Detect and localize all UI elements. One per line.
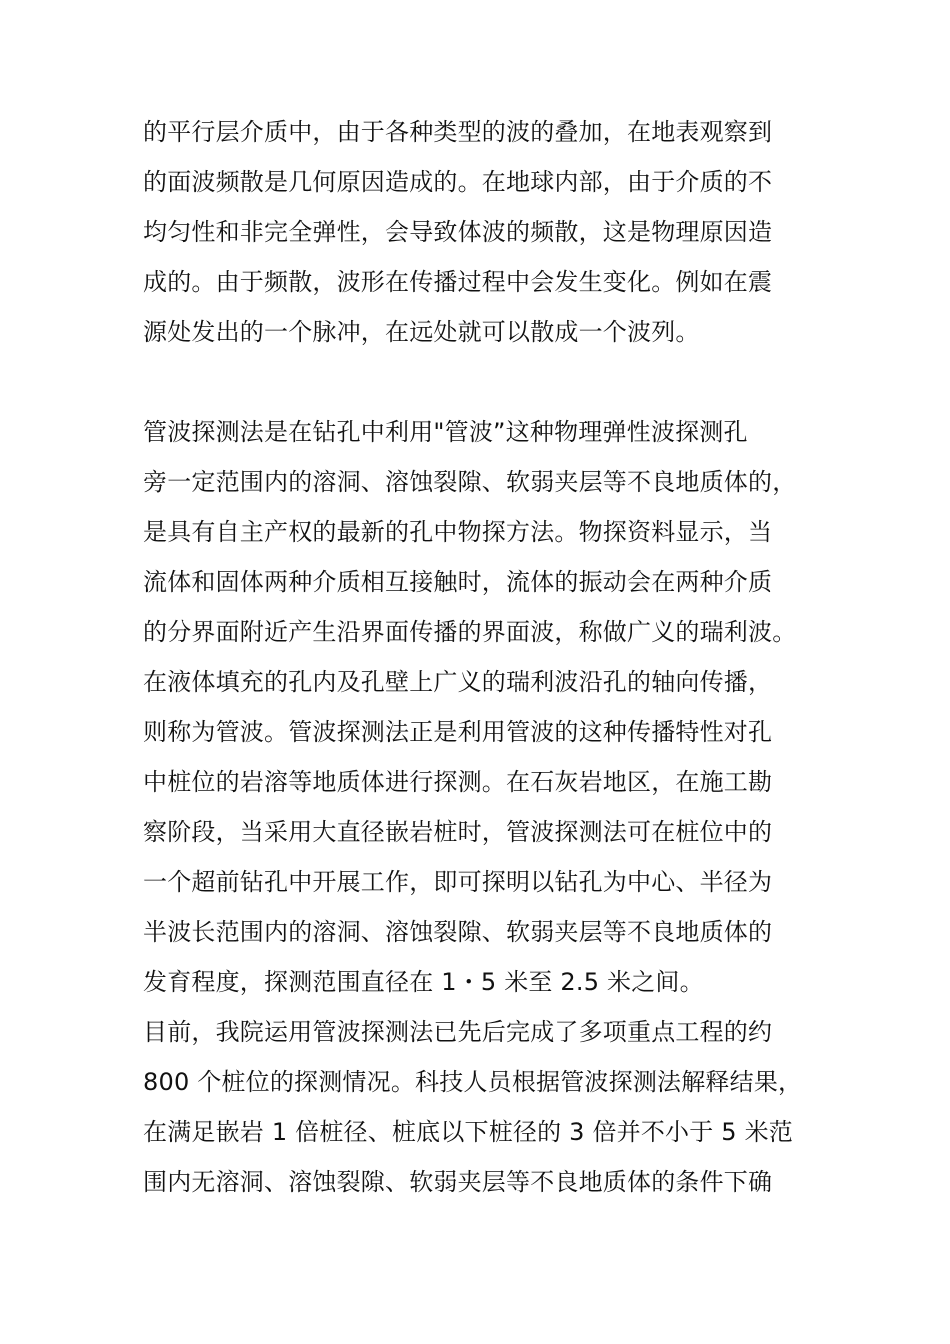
paragraph-2-line-12: 发育程度，探测范围直径在 1・5 米至 2.5 米之间。	[143, 968, 704, 996]
paragraph-1-line-1: 的平行层介质中，由于各种类型的波的叠加，在地表观察到	[143, 118, 773, 146]
paragraph-3-line-1: 目前，我院运用管波探测法已先后完成了多项重点工程的约	[143, 1018, 773, 1046]
paragraph-2-line-8: 中桩位的岩溶等地质体进行探测。在石灰岩地区，在施工勘	[143, 768, 773, 796]
paragraph-2-line-11: 半波长范围内的溶洞、溶蚀裂隙、软弱夹层等不良地质体的	[143, 918, 773, 946]
paragraph-2-line-9: 察阶段，当采用大直径嵌岩桩时，管波探测法可在桩位中的	[143, 818, 773, 846]
paragraph-2-line-1: 管波探测法是在钻孔中利用"管波”这种物理弹性波探测孔	[143, 418, 748, 446]
paragraph-2-line-7: 则称为管波。管波探测法正是利用管波的这种传播特性对孔	[143, 718, 773, 746]
paragraph-1-line-3: 均匀性和非完全弹性，会导致体波的频散，这是物理原因造	[143, 218, 773, 246]
paragraph-2-line-5: 的分界面附近产生沿界面传播的界面波，称做广义的瑞利波。	[143, 618, 797, 646]
paragraph-1-line-5: 源处发出的一个脉冲，在远处就可以散成一个波列。	[143, 318, 700, 346]
paragraph-3-line-4: 围内无溶洞、溶蚀裂隙、软弱夹层等不良地质体的条件下确	[143, 1168, 773, 1196]
paragraph-2-line-6: 在液体填充的孔内及孔壁上广义的瑞利波沿孔的轴向传播，	[143, 668, 773, 696]
paragraph-2-line-4: 流体和固体两种介质相互接触时，流体的振动会在两种介质	[143, 568, 773, 596]
paragraph-2-line-10: 一个超前钻孔中开展工作，即可探明以钻孔为中心、半径为	[143, 868, 773, 896]
paragraph-1-line-4: 成的。由于频散，波形在传播过程中会发生变化。例如在震	[143, 268, 773, 296]
paragraph-3-line-3: 在满足嵌岩 1 倍桩径、桩底以下桩径的 3 倍并不小于 5 米范	[143, 1118, 793, 1146]
paragraph-1-line-2: 的面波频散是几何原因造成的。在地球内部，由于介质的不	[143, 168, 773, 196]
paragraph-3-line-2: 800 个桩位的探测情况。科技人员根据管波探测法解释结果，	[143, 1068, 803, 1096]
paragraph-2-line-3: 是具有自主产权的最新的孔中物探方法。物探资料显示，当	[143, 518, 773, 546]
paragraph-2-line-2: 旁一定范围内的溶洞、溶蚀裂隙、软弱夹层等不良地质体的，	[143, 468, 797, 496]
